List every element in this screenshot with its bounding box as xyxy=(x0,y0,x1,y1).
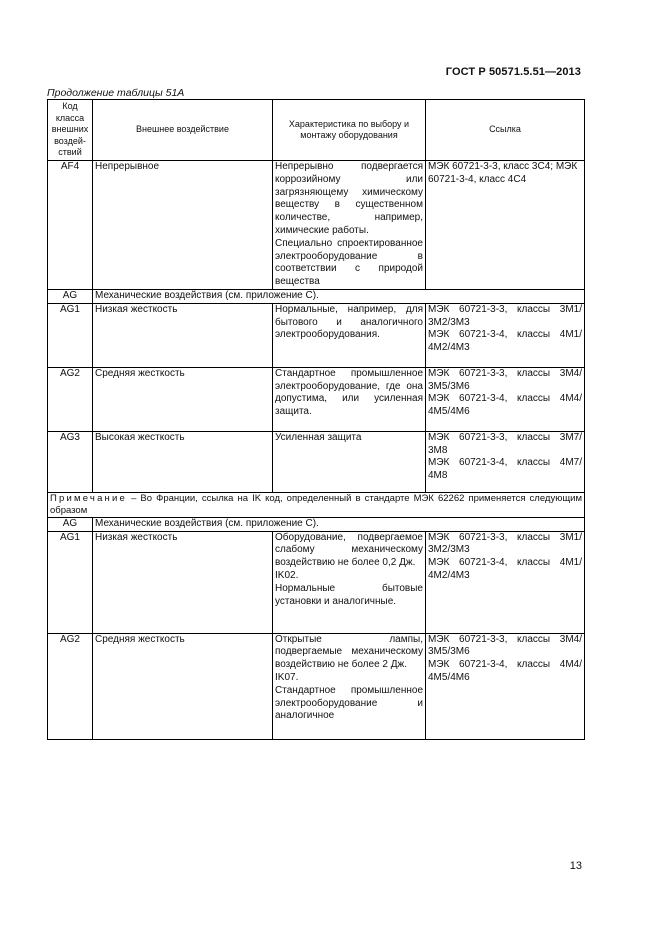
table-note xyxy=(48,492,585,517)
row-code: AG1 xyxy=(48,303,93,367)
row-code: AF4 xyxy=(48,161,93,290)
reference-text: МЭК 60721-3-4, классы 4M4/ 4M5/4M6 xyxy=(428,659,582,683)
table-row xyxy=(48,531,585,633)
row-code: AG xyxy=(48,517,93,531)
row-reference xyxy=(426,633,585,739)
row-influence: Механические воздействия (см. приложение С). xyxy=(93,289,585,303)
characteristic-text: Открытые лампы, подвергаемые механическому воздействию не более 2 Дж. xyxy=(275,633,423,671)
row-characteristic xyxy=(273,633,426,739)
table-row xyxy=(48,161,585,290)
row-code: AG3 xyxy=(48,431,93,492)
row-characteristic: Усиленная защита xyxy=(273,431,426,492)
reference-text: МЭК 60721-3-3, классы 3M4/ 3M5/3M6 xyxy=(428,633,582,658)
row-code: AG2 xyxy=(48,367,93,431)
row-influence: Средняя жесткость xyxy=(93,367,273,431)
characteristic-text: Стандартное промышленное электрооборудование и аналогичное xyxy=(275,684,423,722)
reference-text: МЭК 60721-3-4, классы 4M4/ 4M5/4M6 xyxy=(428,393,582,418)
table-row xyxy=(48,517,585,531)
reference-text: МЭК 60721-3-4, классы 4M1/ 4M2/4M3 xyxy=(428,557,582,581)
table-row xyxy=(48,633,585,739)
characteristic-text: IK07. xyxy=(275,671,299,683)
characteristic-text: Оборудование, подвергаемое слабому механическому воздействию не более 0,2 Дж. xyxy=(275,531,423,569)
header-reference: Ссылка xyxy=(426,100,585,161)
row-reference xyxy=(426,303,585,367)
reference-text: МЭК 60721-3-4, классы 4M7/ 4M8 xyxy=(428,457,582,482)
header-characteristic: Характеристика по выбору и монтажу оборудования xyxy=(273,100,426,161)
table-note-row xyxy=(48,492,585,517)
row-characteristic xyxy=(273,161,426,290)
row-code: AG2 xyxy=(48,633,93,739)
row-influence: Высокая жесткость xyxy=(93,431,273,492)
page-number: 13 xyxy=(569,860,582,872)
header-influence: Внешнее воздействие xyxy=(93,100,273,161)
row-influence: Низкая жесткость xyxy=(93,531,273,633)
row-influence: Непрерывное xyxy=(93,161,273,290)
reference-text: МЭК 60721-3-4, классы 4M1/ 4M2/4M3 xyxy=(428,329,582,354)
row-reference xyxy=(426,431,585,492)
row-characteristic: Стандартное промышленное электрооборудование, где она допустима, или усиленная защита. xyxy=(273,367,426,431)
document-id: ГОСТ Р 50571.5.51—2013 xyxy=(445,66,581,78)
row-influence: Низкая жесткость xyxy=(93,303,273,367)
note-text: – Во Франции, ссылка на IK код, определенный в стандарте МЭК 62262 применяется следующим образом xyxy=(50,492,582,516)
characteristic-text: Непрерывно подвергается коррозийному или загрязняющему химическому веществу в существенном количестве, например, химические работы. xyxy=(275,161,423,236)
reference-text: МЭК 60721-3-3, классы 3M7/ 3M8 xyxy=(428,431,582,456)
table-row xyxy=(48,431,585,492)
characteristic-text: Нормальные бытовые установки и аналогичные. xyxy=(275,582,423,607)
row-influence: Средняя жесткость xyxy=(93,633,273,739)
row-reference: МЭК 60721-3-3, класс 3C4; МЭК 60721-3-4, класс 4C4 xyxy=(426,161,585,290)
influences-table xyxy=(47,99,585,740)
characteristic-text: IK02. xyxy=(275,569,299,581)
reference-text: МЭК 60721-3-3, классы 3M4/ 3M5/3M6 xyxy=(428,367,582,392)
row-reference xyxy=(426,367,585,431)
table-row xyxy=(48,289,585,303)
row-code: AG xyxy=(48,289,93,303)
note-label: Примечание xyxy=(50,492,127,504)
row-code: AG1 xyxy=(48,531,93,633)
table-header-row xyxy=(48,100,585,161)
row-influence: Механические воздействия (см. приложение С). xyxy=(93,517,585,531)
header-code: Код класса внешних воздей-ствий xyxy=(48,100,93,161)
table-caption: Продолжение таблицы 51А xyxy=(47,87,185,99)
row-characteristic xyxy=(273,531,426,633)
row-reference xyxy=(426,531,585,633)
reference-text: МЭК 60721-3-3, классы 3M1/ 3M2/3M3 xyxy=(428,303,582,328)
row-characteristic: Нормальные, например, для бытового и аналогичного электрооборудования. xyxy=(273,303,426,367)
table-row xyxy=(48,303,585,367)
reference-text: МЭК 60721-3-3, классы 3M1/ 3M2/3M3 xyxy=(428,531,582,556)
table-row xyxy=(48,367,585,431)
characteristic-text: Специально спроектированное электрооборудование в соответствии с природой вещества xyxy=(275,237,423,288)
